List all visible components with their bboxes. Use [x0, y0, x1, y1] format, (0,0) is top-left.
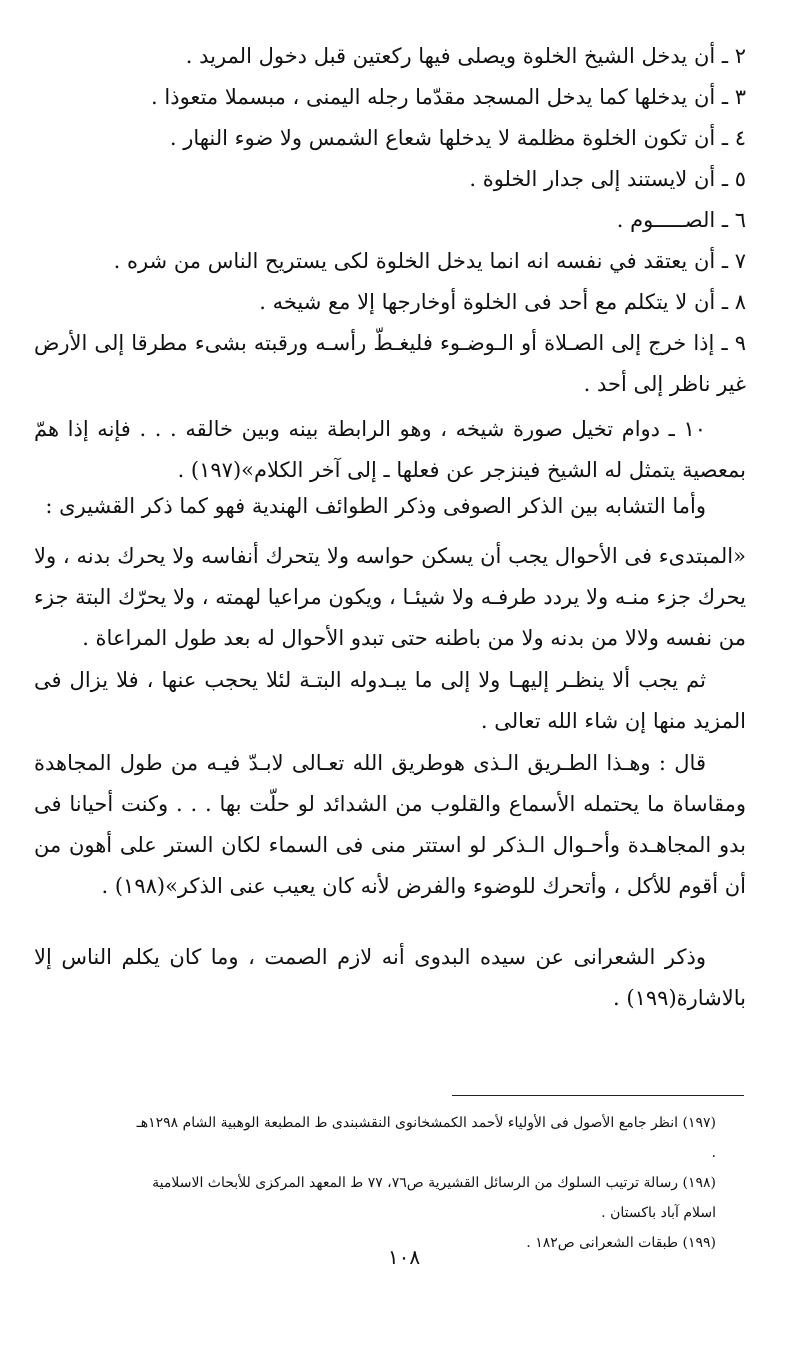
paragraph-continuation: ثم يجب ألا ينظـر إليهـا ولا إلى ما يبـدوله البتـة لئلا يحجب عنها ، فلا يزال فى المزيد منها إن شاء الله تعالى . — [34, 668, 746, 733]
list-item-4: ٤ ـ أن تكون الخلوة مظلمة لا يدخلها شعاع الشمس ولا ضوء النهار . — [169, 126, 746, 150]
list-item-8: ٨ ـ أن لا يتكلم مع أحد فى الخلوة أوخارجها إلا مع شيخه . — [259, 290, 746, 314]
numbered-list — [34, 36, 746, 491]
footnotes — [130, 1108, 716, 1258]
paragraph-sharani: وذكر الشعرانى عن سيده البدوى أنه لازم الصمت ، وما كان يكلم الناس إلا بالاشارة(١٩٩) . — [34, 945, 746, 1010]
list-item-5: ٥ ـ أن لايستند إلى جدار الخلوة . — [469, 167, 746, 191]
page-number: ١٠٨ — [387, 1245, 421, 1269]
list-item-10: ١٠ ـ دوام تخيل صورة شيخه ، وهو الرابطة بينه وبين خالقه . . . فإنه إذا همّ بمعصية يتمثل له الشيخ فينزجر عن فعلها ـ إلى آخر الكلام»(١٩٧) . — [34, 417, 746, 482]
footnote-199: (١٩٩) طبقات الشعرانى ص١٨٢ . — [526, 1235, 716, 1251]
footnote-197: (١٩٧) انظر جامع الأصول فى الأولياء لأحمد الكمشخانوى النقشبندى ط المطبعة الوهبية الشام ١٢٩٨هـ . — [136, 1115, 716, 1161]
paragraph-quote: «المبتدىء فى الأحوال يجب أن يسكن حواسه ولا يتحرك أنفاسه ولا يحرك بدنه ، ولا يحرك جزء منـه ولا يردد طرفـه ولا شيئـا ، ويكون مراعيا لهمته ، ولا يحرّك البتة جزء من نفسه ولالا من بدنه ولا من باطنه حتى تبدو الأحوال له بعد طول المراعاة . — [34, 544, 746, 650]
list-item-3: ٣ ـ أن يدخلها كما يدخل المسجد مقدّما رجله اليمنى ، مبسملا متعوذا . — [151, 85, 746, 109]
paragraph-qala: قال : وهـذا الطـريق الـذى هوطريق الله تعـالى لابـدّ فيـه من طول المجاهدة ومقاساة ما يحتمله الأسماع والقلوب من الشدائد لو حلّت بها . . . وكنت أحيانا فى بدو المجاهـدة وأحـوال الـذكر لو استتر منى فى السماء لكان الستر على أهون من أن أقوم للأكل ، وأتحرك للوضوء والفرض لأنه كان يعيب عنى الذكر»(١٩٨) . — [34, 751, 746, 898]
list-item-6: ٦ ـ الصـــــوم . — [616, 208, 746, 232]
list-item-9: ٩ ـ إذا خرج إلى الصـلاة أو الـوضـوء فليغـطّ رأسـه ورقبته بشىء مطرقا إلى الأرض غير ناظر إلى أحد . — [34, 331, 746, 396]
footnote-divider — [452, 1095, 744, 1096]
list-item-2: ٢ ـ أن يدخل الشيخ الخلوة ويصلى فيها ركعتين قبل دخول المريد . — [185, 44, 746, 68]
list-item-7: ٧ ـ أن يعتقد في نفسه انه انما يدخل الخلوة لكى يستريح الناس من شره . — [113, 249, 746, 273]
footnote-198: (١٩٨) رسالة ترتيب السلوك من الرسائل القشيرية ص٧٦، ٧٧ ط المعهد المركزى للأبحاث الاسلامية اسلام آباد باكستان . — [152, 1175, 716, 1221]
paragraph-intro: وأما التشابه بين الذكر الصوفى وذكر الطوائف الهندية فهو كما ذكر القشيرى : — [45, 494, 706, 518]
